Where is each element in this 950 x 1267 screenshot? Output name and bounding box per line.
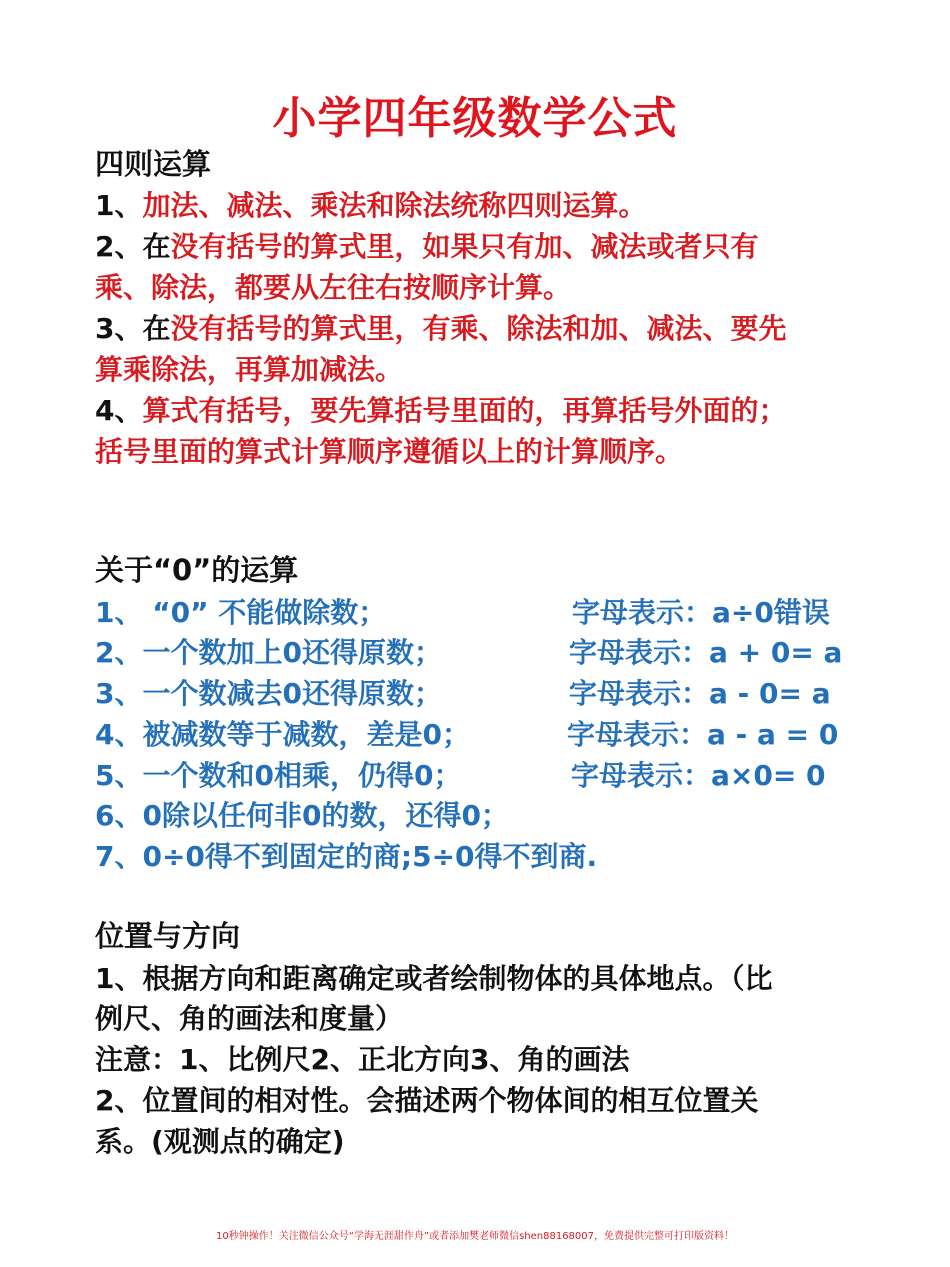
item-number: 3、	[95, 312, 143, 345]
formula: 字母表示：a×0= 0	[571, 759, 826, 792]
body-line: 例尺、角的画法和度量）	[95, 1002, 404, 1035]
list-item: 5、一个数和0相乘，仍得0；	[95, 759, 462, 792]
item-number: 2、	[95, 230, 143, 263]
page-title: 小学四年级数学公式	[272, 93, 678, 144]
item-prefix: 在	[142, 312, 171, 345]
list-item: 1、 “0” 不能做除数；	[95, 596, 387, 629]
list-item: 7、0÷0得不到固定的商;5÷0得不到商.	[95, 840, 598, 873]
formula: 字母表示：a÷0错误	[572, 596, 830, 629]
item-prefix: 在	[142, 230, 171, 263]
list-item: 2、一个数加上0还得原数；	[95, 636, 442, 669]
item-text-continued: 算乘除法，再算加减法。	[95, 353, 404, 386]
list-item	[95, 184, 647, 224]
list-item: 3、一个数减去0还得原数；	[95, 677, 442, 710]
body-line: 1、根据方向和距离确定或者绘制物体的具体地点。（比	[95, 962, 773, 995]
list-item: 6、0除以任何非0的数，还得0；	[95, 799, 509, 832]
section-heading: 关于“0”的运算	[95, 553, 299, 587]
formula: 字母表示：a - a = 0	[567, 718, 839, 751]
item-text-continued: 乘、除法，都要从左往右按顺序计算。	[95, 271, 572, 304]
item-text-continued: 括号里面的算式计算顺序遵循以上的计算顺序。	[95, 435, 684, 468]
section-heading: 位置与方向	[95, 919, 241, 953]
body-line: 系。(观测点的确定)	[95, 1125, 345, 1158]
formula: 字母表示：a + 0= a	[569, 636, 843, 669]
formula: 字母表示：a - 0= a	[569, 677, 831, 710]
item-text: 没有括号的算式里，如果只有加、减法或者只有	[170, 230, 759, 263]
body-line: 2、位置间的相对性。会描述两个物体间的相互位置关	[95, 1084, 759, 1117]
item-text: 算式有括号，要先算括号里面的，再算括号外面的；	[142, 394, 787, 427]
item-number: 4、	[95, 394, 143, 427]
footer-note: 10秒钟操作！关注微信公众号“学海无涯甜作舟”或者添加樊老师微信shen88168007，免费提供完整可打印版资料！	[215, 1231, 735, 1242]
section-heading: 四则运算	[95, 147, 212, 181]
list-item	[95, 307, 787, 347]
item-text: 加法、减法、乘法和除法统称四则运算。	[142, 189, 647, 222]
list-item	[95, 225, 759, 265]
list-item: 4、被减数等于减数，差是0；	[95, 718, 470, 751]
item-number: 1、	[95, 189, 143, 222]
body-line: 注意：1、比例尺2、正北方向3、角的画法	[95, 1043, 630, 1076]
list-item	[95, 389, 787, 429]
item-text: 没有括号的算式里，有乘、除法和加、减法、要先	[170, 312, 787, 345]
